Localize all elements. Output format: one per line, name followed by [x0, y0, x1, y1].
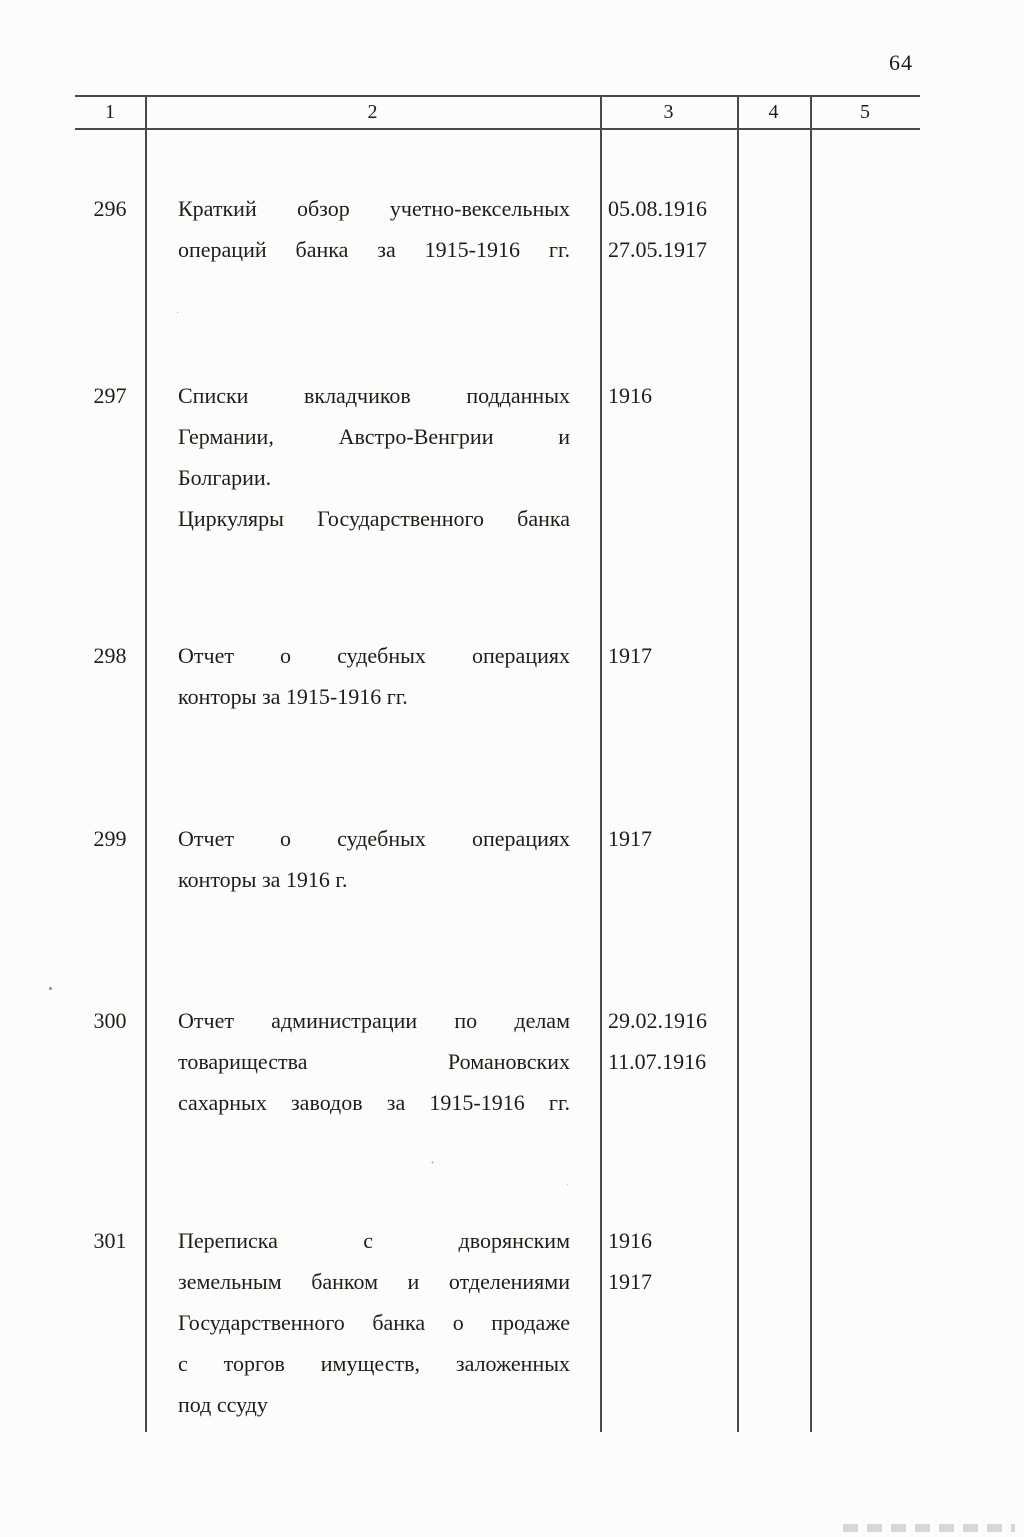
date-line: 1916: [608, 1228, 652, 1253]
row-dates: [600, 188, 737, 375]
page-number: 64: [889, 50, 913, 75]
row-dates: [600, 1000, 737, 1220]
row-dates: [600, 635, 737, 818]
description-line: Болгарии.: [178, 465, 272, 490]
table-row-297: [75, 375, 920, 635]
table-header-row: [75, 95, 920, 130]
cell-col4: [737, 635, 810, 818]
description-line: конторы за 1916 г.: [178, 867, 348, 892]
row-description: [145, 1000, 600, 1220]
cell-col4: [737, 1220, 810, 1430]
row-number: 301: [93, 1228, 127, 1253]
cell-col5: [810, 635, 920, 818]
description-line: Краткий обзор учетно-вексельных: [178, 196, 570, 221]
row-dates: [600, 818, 737, 1000]
scan-artifact: [843, 1524, 1015, 1532]
cell-col4: [737, 1000, 810, 1220]
row-description: [145, 1220, 600, 1430]
description-line: Списки вкладчиков подданных: [178, 383, 570, 408]
description-line: Государственного банка о продаже: [178, 1310, 570, 1335]
cell-col4: [737, 375, 810, 635]
row-number: 297: [93, 383, 127, 408]
date-line: 11.07.1916: [608, 1049, 707, 1074]
header-cell-3: 3: [663, 101, 674, 123]
cell-col5: [810, 1000, 920, 1220]
row-number: 296: [93, 196, 127, 221]
row-description: [145, 188, 600, 375]
description-line: под ссуду: [178, 1392, 268, 1417]
table-row-301: [75, 1220, 920, 1430]
description-line: Циркуляры Государственного банка: [178, 506, 570, 531]
description-line: земельным банком и отделениями: [178, 1269, 570, 1294]
date-line: 1916: [608, 383, 652, 408]
cell-col4: [737, 188, 810, 375]
description-line: товарищества Романовских: [178, 1049, 570, 1074]
cell-col5: [810, 188, 920, 375]
description-line: операций банка за 1915-1916 гг.: [178, 237, 570, 262]
date-line: 1917: [608, 826, 652, 851]
row-number: 299: [93, 826, 127, 851]
description-line: с торгов имуществ, заложенных: [178, 1351, 570, 1376]
cell-col5: [810, 1220, 920, 1430]
header-cell-1: 1: [105, 101, 115, 123]
description-line: сахарных заводов за 1915-1916 гг.: [178, 1090, 570, 1115]
row-dates: [600, 375, 737, 635]
date-line: 27.05.1917: [608, 237, 707, 262]
description-line: Переписка с дворянским: [178, 1228, 570, 1253]
row-description: [145, 818, 600, 1000]
row-number: 298: [93, 643, 127, 668]
paper-specks: [0, 0, 3, 3]
row-description: [145, 635, 600, 818]
inventory-table: [75, 95, 920, 1430]
row-description: [145, 375, 600, 635]
cell-col4: [737, 818, 810, 1000]
description-line: конторы за 1915-1916 гг.: [178, 684, 408, 709]
description-line: Отчет администрации по делам: [178, 1008, 570, 1033]
header-cell-4: 4: [768, 101, 779, 123]
date-line: 1917: [608, 1269, 652, 1294]
header-cell-2: 2: [367, 101, 378, 123]
table-row-299: [75, 818, 920, 1000]
row-number: 300: [93, 1008, 127, 1033]
table-row-298: [75, 635, 920, 818]
date-line: 29.02.1916: [608, 1008, 707, 1033]
description-line: Германии, Австро-Венгрии и: [178, 424, 570, 449]
table-row-296: [75, 188, 920, 375]
cell-col5: [810, 818, 920, 1000]
row-dates: [600, 1220, 737, 1430]
date-line: 05.08.1916: [608, 196, 707, 221]
header-cell-5: 5: [860, 101, 870, 123]
table-body: [75, 130, 920, 1430]
date-line: 1917: [608, 643, 652, 668]
cell-col5: [810, 375, 920, 635]
description-line: Отчет о судебных операциях: [178, 826, 570, 851]
description-line: Отчет о судебных операциях: [178, 643, 570, 668]
table-row-300: [75, 1000, 920, 1220]
